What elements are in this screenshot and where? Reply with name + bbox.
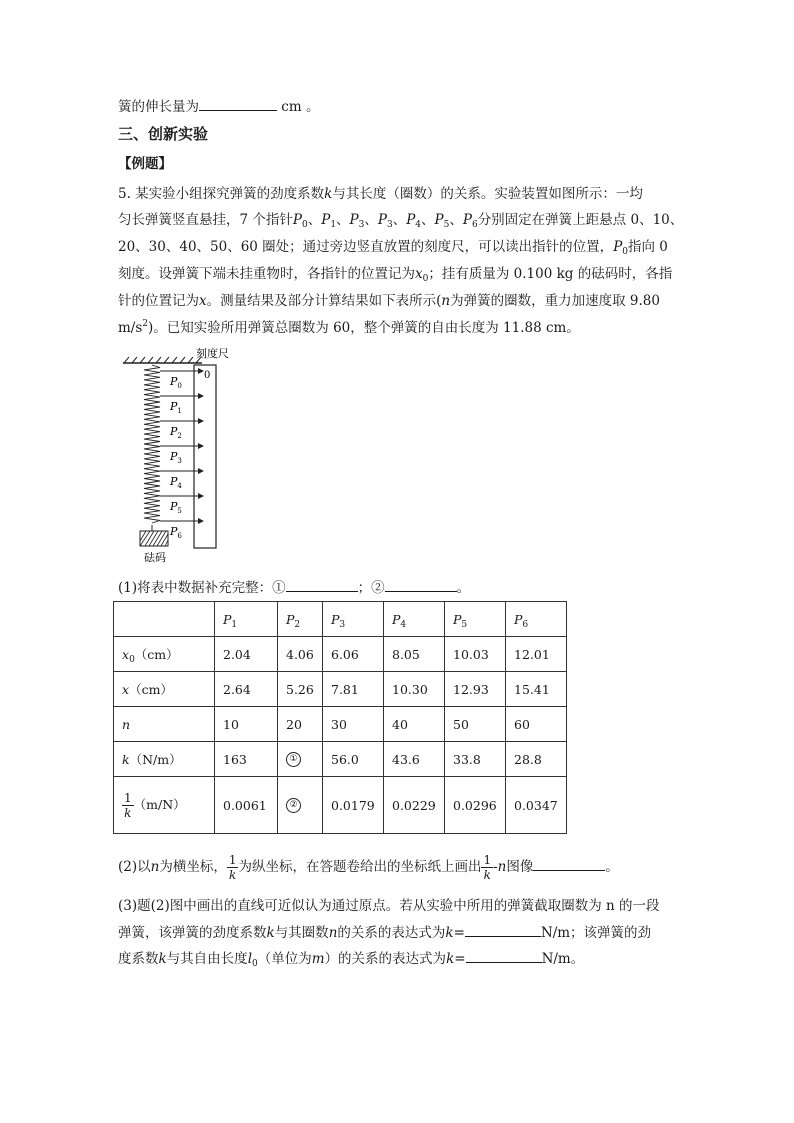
problem-line-5: 针的位置记为x。测量结果及部分计算结果如下表所示(n为弹簧的圈数，重力加速度取 9.80 [118,293,660,309]
table-header-cell: $P_2$ [278,602,323,637]
table-cell: 2.04 [215,637,278,672]
table-cell: 0.0061 [215,777,278,834]
table-header-cell [114,602,215,637]
table-cell: 56.0 [323,742,384,777]
problem-line-2: 匀长弹簧竖直悬挂，7 个指针$P_0$、$P_1$、$P_3$、$P_3$、$P_4$、$P_5$、$P_6$分别固定在弹簧上距悬点 0、10、 [118,212,684,230]
row-label: k（N/m） [114,742,215,777]
table-cell: 28.8 [506,742,567,777]
table-header-cell: $P_5$ [445,602,506,637]
table-row [114,637,567,672]
answer-blank-2[interactable] [385,577,457,592]
answer-blank-k-l0[interactable] [466,948,542,963]
table-row [114,672,567,707]
pointer-label: $P_6$ [170,525,182,540]
question-2: (2)以n为横坐标， $\frac{1}{k}$ 为纵坐标，在答题卷给出的坐标纸上画出 $\frac{1}{k}$ -n图像 。 [118,853,619,882]
problem-line-1: 5. 某实验小组探究弹簧的劲度系数k与其长度（圈数）的关系。实验装置如图所示：一均 [118,186,643,202]
pointer-label: $P_1$ [170,400,182,415]
spring-apparatus-figure [118,343,258,565]
pointer-label: $P_4$ [170,475,182,490]
table-row [114,777,567,834]
ruler-label: 刻度尺 [196,347,229,360]
text-line-elongation: 簧的伸长量为 cm 。 [118,96,319,117]
problem-line-4: 刻度。设弹簧下端未挂重物时，各指针的位置记为$x_0$；挂有质量为 0.100 kg 的砝码时，各指 [118,266,673,284]
row-label: n [114,707,215,742]
table-cell: 50 [445,707,506,742]
question-3-line-3: 度系数k与其自由长度$l_0$（单位为m）的关系的表达式为k= N/m。 [118,948,584,969]
table-cell: 12.93 [445,672,506,707]
problem-line-6: $m/s^2$)。已知实验所用弹簧总圈数为 60，整个弹簧的自由长度为 11.88 cm。 [118,319,580,336]
row-label: $\frac{1}{k}$ （m/N） [114,777,215,834]
table-cell: 4.06 [278,637,323,672]
table-cell: 8.05 [384,637,445,672]
table-cell: 40 [384,707,445,742]
answer-blank-k-n[interactable] [465,922,541,937]
answer-blank-1[interactable] [286,577,358,592]
pointer-label: $P_2$ [170,425,182,440]
question-3-line-1: (3)题(2)图中画出的直线可近似认为通过原点。若从实验中所用的弹簧截取圈数为 n 的一段 [118,898,660,914]
table-cell: 0.0229 [384,777,445,834]
table-cell: 43.6 [384,742,445,777]
table-cell-blank-1[interactable]: ① [278,742,323,777]
table-row [114,707,567,742]
table-cell: 2.64 [215,672,278,707]
pointer-label: $P_3$ [170,450,182,465]
example-label: 【例题】 [118,156,172,172]
pointer-label: $P_0$ [170,375,182,390]
pointer-label: $P_5$ [170,500,182,515]
table-cell: 30 [323,707,384,742]
table-header-cell: $P_3$ [323,602,384,637]
table-cell: 15.41 [506,672,567,707]
table-cell: 10 [215,707,278,742]
table-header-cell: $P_4$ [384,602,445,637]
answer-blank[interactable] [199,96,277,111]
ruler-zero-mark: 0 [204,370,211,381]
problem-line-3: 20、30、40、50、60 圈处；通过旁边竖直放置的刻度尺，可以读出指针的位置，$P_0$指向 0 [118,239,668,257]
table-header-cell: $P_6$ [506,602,567,637]
row-label: $x_0(cm)$ [114,637,215,672]
table-cell: 12.01 [506,637,567,672]
table-cell: 5.26 [278,672,323,707]
table-cell: 33.8 [445,742,506,777]
question-3-line-2: 弹簧，该弹簧的劲度系数k与其圈数n的关系的表达式为k= N/m；该弹簧的劲 [118,922,651,943]
row-label: x（cm） [114,672,215,707]
weight-label: 砝码 [144,551,166,564]
table-cell: 163 [215,742,278,777]
table-cell: 20 [278,707,323,742]
table-cell: 0.0347 [506,777,567,834]
table-cell: 0.0296 [445,777,506,834]
measurement-table [113,601,567,834]
table-header-row [114,602,567,637]
table-cell: 10.03 [445,637,506,672]
table-cell: 0.0179 [323,777,384,834]
answer-blank-graph[interactable] [533,856,605,871]
table-cell: 60 [506,707,567,742]
table-header-cell: $P_1$ [215,602,278,637]
table-cell: 7.81 [323,672,384,707]
table-cell: 6.06 [323,637,384,672]
table-cell-blank-2[interactable]: ② [278,777,323,834]
question-1: (1)将表中数据补充完整：① ；② 。 [118,577,470,598]
table-cell: 10.30 [384,672,445,707]
table-row [114,742,567,777]
section-title: 三、创新实验 [118,125,209,143]
